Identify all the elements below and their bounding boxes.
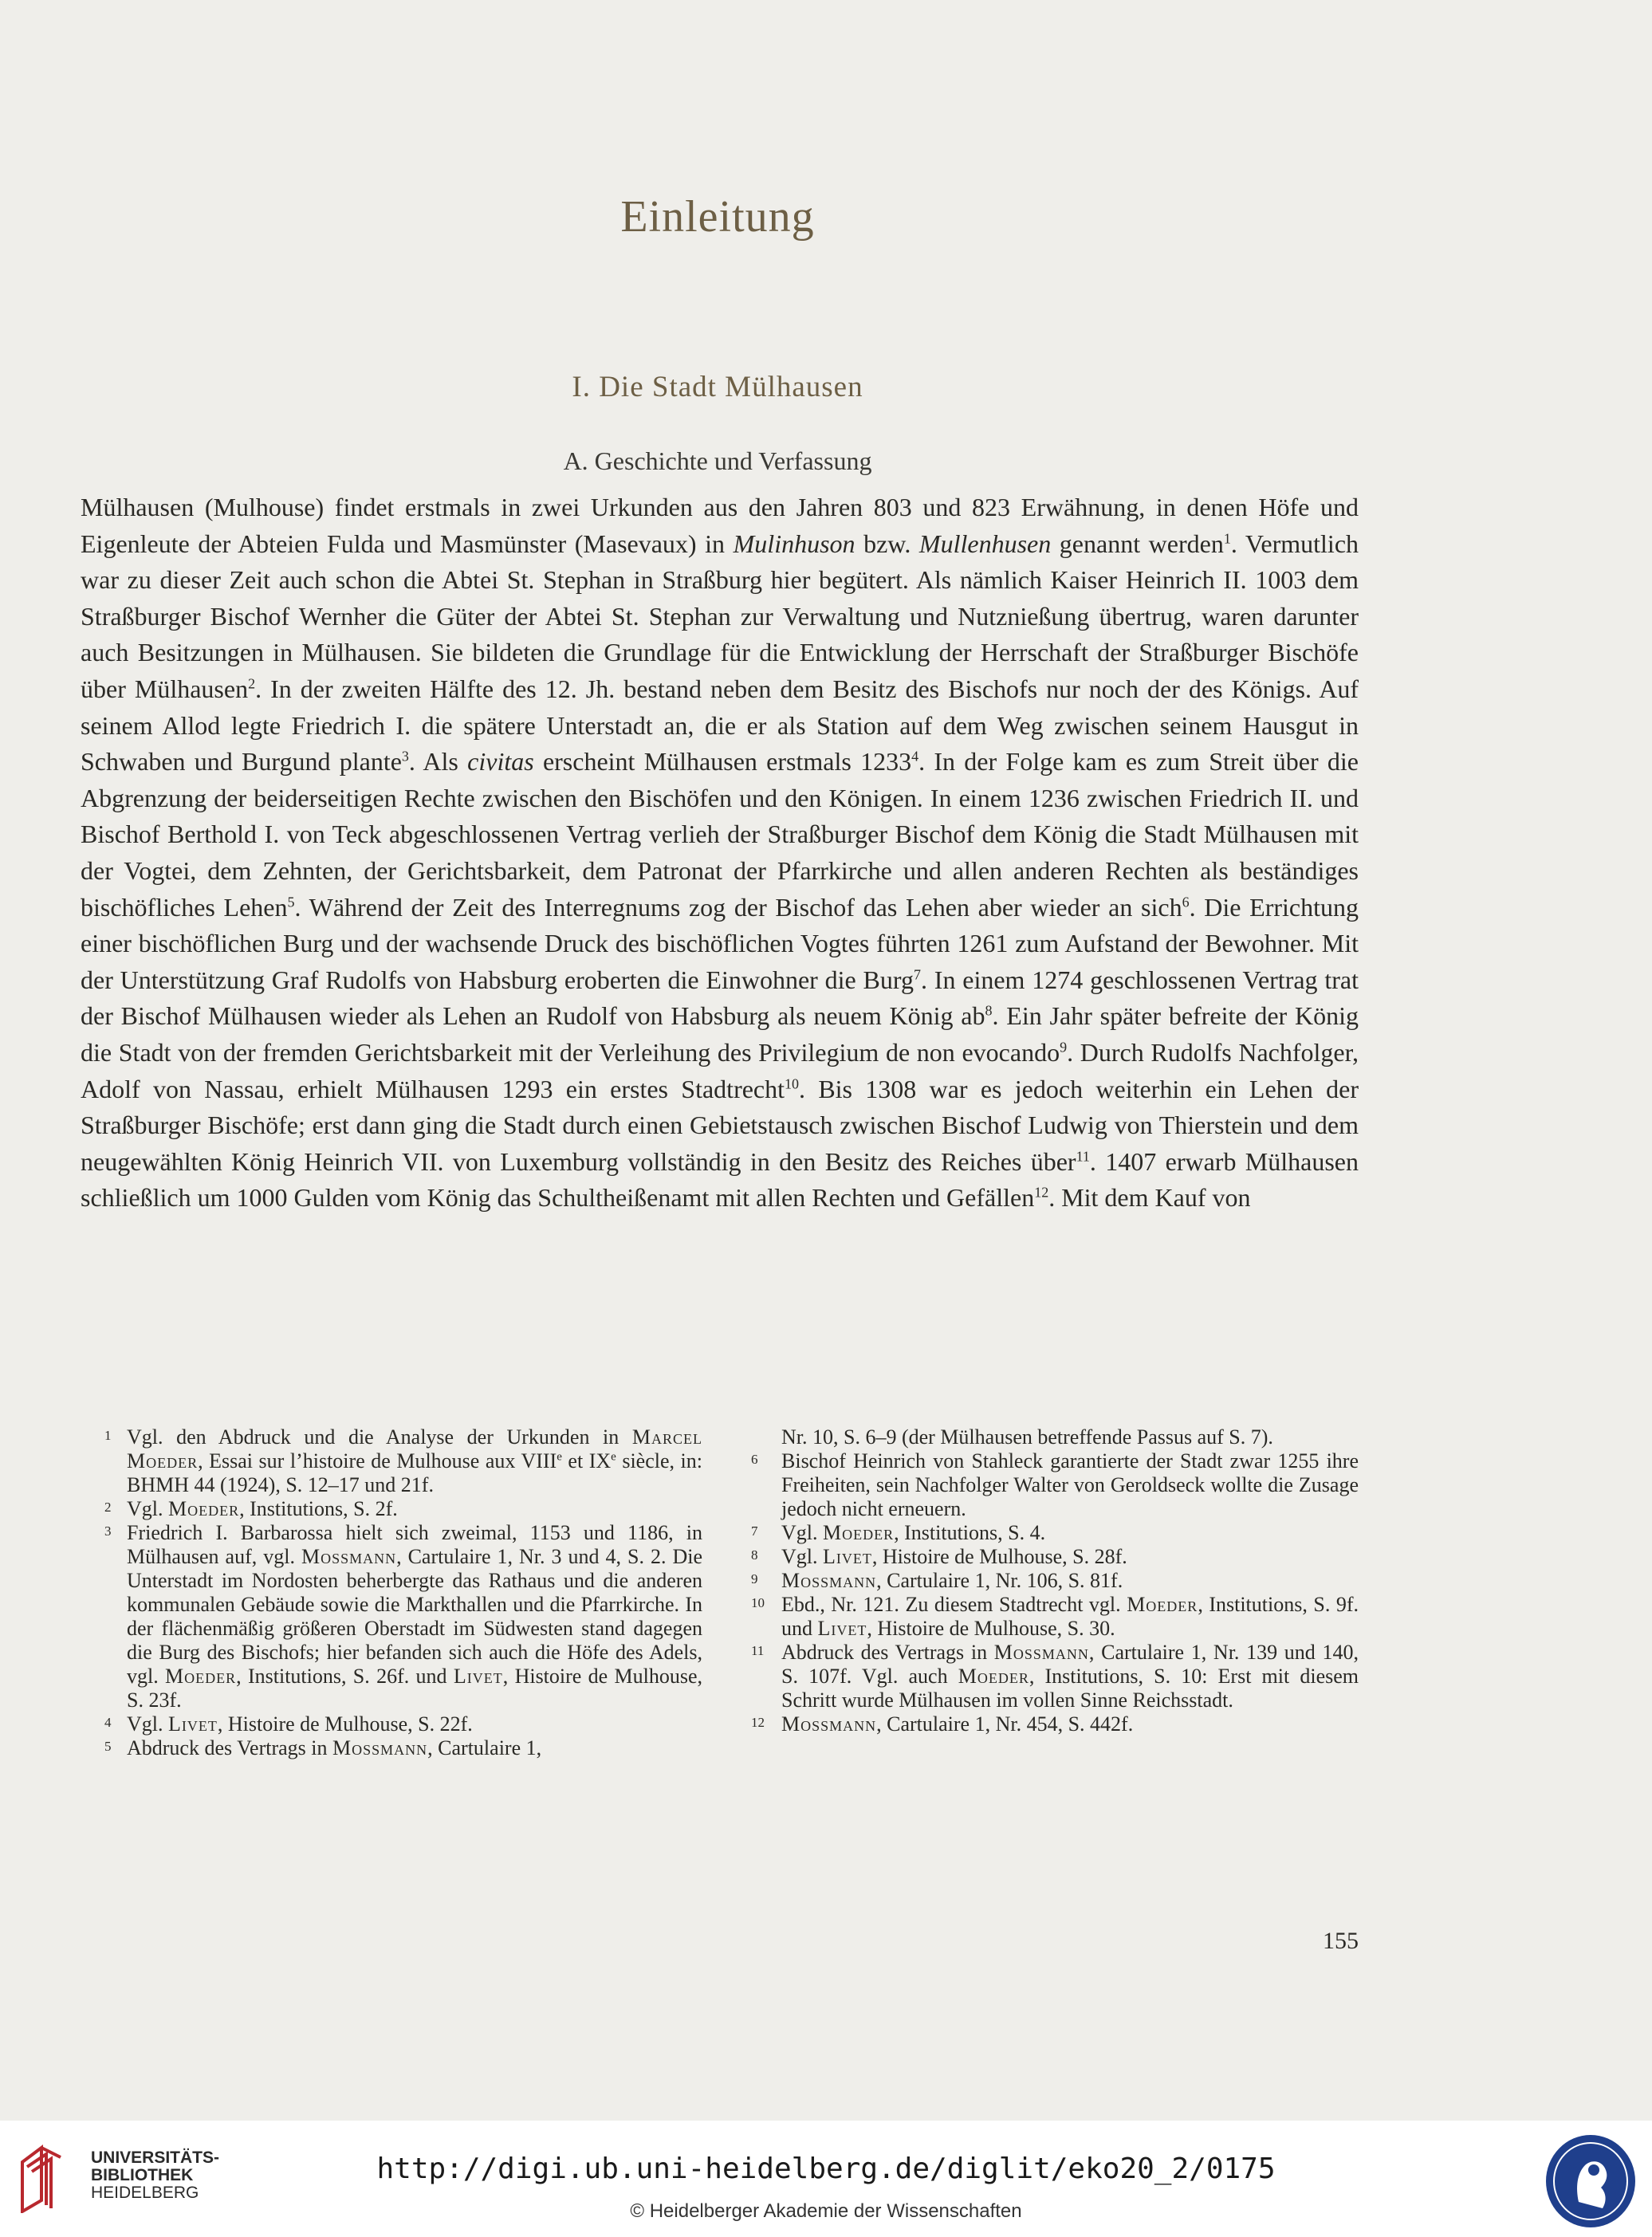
footnote-4: 4 Vgl. Livet, Histoire de Mulhouse, S. 22f. [104, 1712, 473, 1736]
footnote-ref[interactable]: 3 [401, 748, 409, 765]
footnote-11: 11 Abdruck des Vertrags in Mossmann, Cartulaire 1, Nr. 139 und 140, S. 107f. Vgl. auch Moeder, Institutions, S. 10: Erst mit diesem Schritt wurde Mülhausen im vollen Sinne Reichsstadt. [751, 1641, 1359, 1712]
academy-seal-icon[interactable] [1544, 2132, 1638, 2231]
copyright-notice: © Heidelberger Akademie der Wissenschaften [630, 2200, 1022, 2222]
footnote-ref[interactable]: 9 [1060, 1039, 1068, 1056]
footnote-ref[interactable]: 11 [1076, 1148, 1090, 1165]
footnote-2: 2 Vgl. Moeder, Institutions, S. 2f. [104, 1497, 398, 1520]
page-number: 155 [1323, 1928, 1359, 1954]
page-title: Einleitung [620, 192, 815, 242]
section-heading: I. Die Stadt Mülhausen [572, 371, 863, 403]
footnote-3: 3 Friedrich I. Barbarossa hielt sich zweimal, 1153 und 1186, in Mülhausen auf, vgl. Mossmann, Cartulaire 1, Nr. 3 und 4, S. 2. Die Unterstadt im Nordosten beherbergte das Rathaus und die anderen kommunalen Gebäude sowie die Markthallen und die Pfarrkirche. In der flächenmäßig größeren Oberstadt im Südwesten stand dagegen die Burg des Bischofs; hier befanden sich auch die Höfe des Adels, vgl. Moeder, Institutions, S. 26f. und Livet, Histoire de Mulhouse, S. 23f. [104, 1521, 702, 1712]
footnote-12: 12 Mossmann, Cartulaire 1, Nr. 454, S. 442f. [751, 1712, 1134, 1736]
footnotes-right-column [746, 1425, 1359, 1736]
footnote-ref[interactable]: 5 [287, 893, 295, 910]
footnote-ref[interactable]: 8 [985, 1002, 993, 1019]
footnote-9: 9 Mossmann, Cartulaire 1, Nr. 106, S. 81f. [751, 1569, 1123, 1592]
footnote-ref[interactable]: 7 [913, 966, 921, 983]
footnote-5-continued: Nr. 10, S. 6–9 (der Mülhausen betreffende Passus auf S. 7). [781, 1425, 1273, 1449]
permalink-url[interactable]: http://digi.ub.uni-heidelberg.de/diglit/eko20_2/0175 [376, 2152, 1276, 2185]
footnote-ref[interactable]: 6 [1182, 893, 1190, 910]
viewer-footer [0, 2121, 1652, 2237]
subsection-heading: A. Geschichte und Verfassung [563, 446, 872, 475]
footnote-ref[interactable]: 12 [1034, 1184, 1049, 1201]
footnotes-left-column [81, 1425, 702, 1760]
footnote-ref[interactable]: 4 [911, 748, 919, 765]
library-logo-text[interactable]: UNIVERSITÄTS- BIBLIOTHEK HEIDELBERG [91, 2149, 220, 2202]
footnote-ref[interactable]: 2 [248, 675, 256, 692]
footnote-6: 6 Bischof Heinrich von Stahleck garantierte der Stadt zwar 1255 ihre Freiheiten, sein Nachfolger Walter von Geroldseck wollte die Zusage jedoch nicht erneuern. [751, 1449, 1359, 1520]
footnote-1: 1 Vgl. den Abdruck und die Analyse der Urkunden in Marcel Moeder, Essai sur l’histoire de Mulhouse aux VIIIe et IXe siècle, in: BHMH 44 (1924), S. 12–17 und 21f. [104, 1425, 702, 1496]
footnote-10: 10 Ebd., Nr. 121. Zu diesem Stadtrecht vgl. Moeder, Institutions, S. 9f. und Livet, Histoire de Mulhouse, S. 30. [751, 1593, 1359, 1640]
footnote-ref[interactable]: 10 [785, 1075, 800, 1091]
footnote-8: 8 Vgl. Livet, Histoire de Mulhouse, S. 28f. [751, 1545, 1127, 1568]
footnote-ref[interactable]: 1 [1223, 529, 1231, 546]
footnote-5: 5 Abdruck des Vertrags in Mossmann, Cartulaire 1, [104, 1736, 542, 1759]
footnote-7: 7 Vgl. Moeder, Institutions, S. 4. [751, 1521, 1046, 1544]
body-paragraph: Mülhausen (Mulhouse) findet erstmals in zwei Urkunden aus den Jahren 803 und 823 Erwähnung, in denen Höfe und Eigenleute der Abteien Fulda und Masmünster (Masevaux) in Mulinhuson bzw. Mullenhusen genannt werden$^1$. Vermutlich war zu dieser Zeit auch schon die Abtei St. Stephan in Straßburg hier begütert. Als nämlich Kaiser Heinrich II. 1003 dem Straßburger Bischof Wernher die Güter der Abtei St. Stephan zur Verwaltung und Nutznießung übertrug, waren darunter auch Besitzungen in Mülhausen. Sie bildeten die Grundlage für die Entwicklung der Herrschaft der Straßburger Bischöfe über Mülhausen$^2$. In der zweiten Hälfte des 12. Jh. bestand neben dem Besitz des Bischofs nur noch der des Königs. Auf seinem Allod legte Friedrich I. die spätere Unterstadt an, die er als Station auf dem Weg zwischen seinem Hausgut in Schwaben und Burgund plante$^3$. Als civitas erscheint Mülhausen erstmals 1233$^4$. In der Folge kam es zum Streit über die Abgrenzung der beiderseitigen Rechte zwischen den Bischöfen und den Königen. In einem 1236 zwischen Friedrich II. und Bischof Berthold I. von Teck abgeschlossenen Vertrag verlieh der Straßburger Bischof dem König die Stadt Mülhausen mit der Vogtei, dem Zehnten, der Gerichtsbarkeit, dem Patronat der Pfarrkirche und allen anderen Rechten als beständiges bischöfliches Lehen$^5$. Während der Zeit des Interregnums zog der Bischof das Lehen aber wieder an sich$^6$. Die Errichtung einer bischöflichen Burg und der wachsende Druck des bischöflichen Vogtes führten 1261 zum Aufstand der Bewohner. Mit der Unterstützung Graf Rudolfs von Habsburg eroberten die Einwohner die Burg$^7$. In einem 1274 geschlossenen Vertrag trat der Bischof Mülhausen wieder als Lehen an Rudolf von Habsburg als neuem König $ab^8$. Ein Jahr später befreite der König die Stadt von der fremden Gerichtsbarkeit mit der Verleihung des Privilegium de non evocando$^9$. Durch Rudolfs Nachfolger, Adolf von Nassau, erhielt Mülhausen 1293 ein erstes Stadtrecht$^{10}$. Bis 1308 war es jedoch weiterhin ein Lehen der Straßburger Bischöfe; erst dann ging die Stadt durch einen Gebietstausch zwischen Bischof Ludwig von Thierstein und dem neugewählten König Heinrich VII. von Luxemburg vollständig in den Besitz des Reiches über$^{11}$. 1407 erwarb Mülhausen schließlich um 1000 Gulden vom König das Schultheißenamt mit allen Rechten und Gefällen$^{12}$. Mit dem Kauf von [81, 493, 1359, 1213]
